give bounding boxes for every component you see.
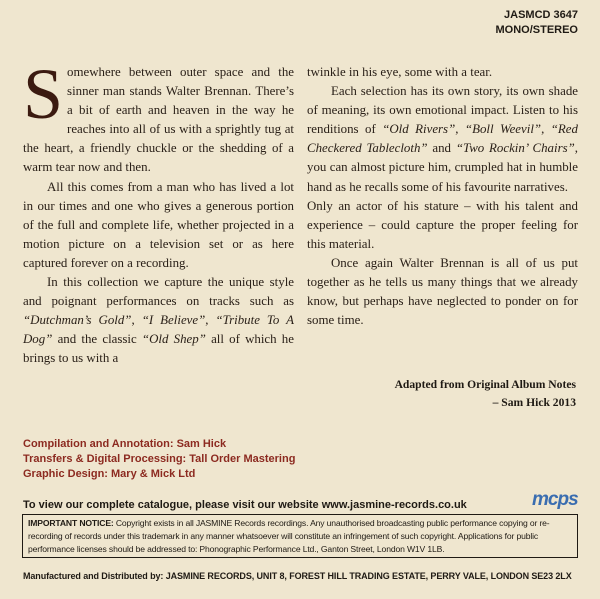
notice-label: IMPORTANT NOTICE: [28, 518, 114, 528]
important-notice-box [22, 514, 578, 558]
track-title: “Boll Weevil” [464, 122, 542, 137]
mcps-logo: mcps [532, 489, 578, 510]
liner-paragraph [23, 54, 294, 178]
catalogue-header [495, 8, 578, 38]
drop-cap: S [23, 54, 64, 134]
separator: , [131, 313, 142, 328]
paragraph-text: all of which he brings to us with a [23, 332, 294, 366]
separator: and [427, 141, 456, 156]
audio-format: MONO/STEREO [495, 24, 578, 36]
separator: , [455, 122, 465, 137]
separator: and the classic [52, 332, 142, 347]
liner-paragraph [23, 273, 294, 368]
website-line: To view our complete catalogue, please visit our website www.jasmine-records.co.uk [23, 499, 467, 511]
credit-design: Graphic Design: Mary & Mick Ltd [23, 468, 196, 480]
separator: , [205, 313, 216, 328]
paragraph-text: omewhere between outer space and the sinner man stands Walter Brennan. There’s a bit of earth and heaven in the way he reaches into all of us with a sprightly tug at the heart, a friendly chuckle or the shedding of a warm tear now and then. [23, 65, 294, 175]
liner-paragraph [307, 82, 578, 197]
notice-text: Copyright exists in all JASMINE Records recordings. Any unauthorised broadcasting public performance copying or re-recording of records under this trademark in any manner whatsoever will constitute an infringement of such copyright. Applications for public performance licenses should be addressed to: Phonographic Performance Ltd., Ganton Street, London W1V 1LB. [28, 518, 550, 554]
production-credits [23, 437, 295, 482]
track-title: “Old Shep” [141, 332, 206, 347]
liner-paragraph: twinkle in his eye, some with a tear. [307, 65, 493, 79]
track-title: “Dutchman’s Gold” [23, 313, 132, 328]
manufacturer-line: Manufactured and Distributed by: JASMINE RECORDS, UNIT 8, FOREST HILL TRADING ESTATE, PERRY VALE, LONDON SE23 2LX [23, 571, 572, 581]
liner-paragraph: Once again Walter Brennan is all of us put together as he tells us many things that we already know, but perhaps have neglected to ponder on for some time. [307, 255, 578, 328]
paragraph-text: Each selection has its own story, its own shade of meaning, its own emotional impact. Listen to his renditions of [307, 84, 578, 137]
separator: , [541, 122, 551, 137]
track-title: “Two Rockin’ Chairs” [455, 141, 575, 156]
catalogue-number: JASMCD 3647 [504, 9, 578, 21]
track-title: “I Believe” [141, 313, 206, 328]
paragraph-text: , you can almost picture him, crumpled hat in humble hand as he recalls some of his favourite narratives. [307, 141, 579, 194]
credit-transfers: Transfers & Digital Processing: Tall Order Mastering [23, 453, 296, 465]
track-title: “Tribute To A Dog” [23, 313, 295, 347]
liner-paragraph: Only an actor of his stature – with his talent and experience – could capture the proper feeling for this material. [307, 198, 578, 251]
credit-compilation: Compilation and Annotation: Sam Hick [23, 438, 227, 450]
liner-notes-right-column [307, 63, 578, 330]
author-line: – Sam Hick 2013 [492, 396, 576, 409]
track-title: “Red Checkered Tablecloth” [307, 122, 578, 156]
adapted-from-line: Adapted from Original Album Notes [394, 378, 576, 391]
paragraph-text: In this collection we capture the unique style and poignant performances on tracks such as [23, 275, 294, 309]
notes-attribution [395, 376, 576, 412]
track-title: “Old Rivers” [382, 122, 456, 137]
liner-paragraph: All this comes from a man who has lived a lot in our times and one who gives a generous portion of the full and complete life, whether projected in a motion picture on a television set or as here captured forever on a recording. [23, 179, 294, 270]
liner-notes-left-column [23, 54, 295, 369]
